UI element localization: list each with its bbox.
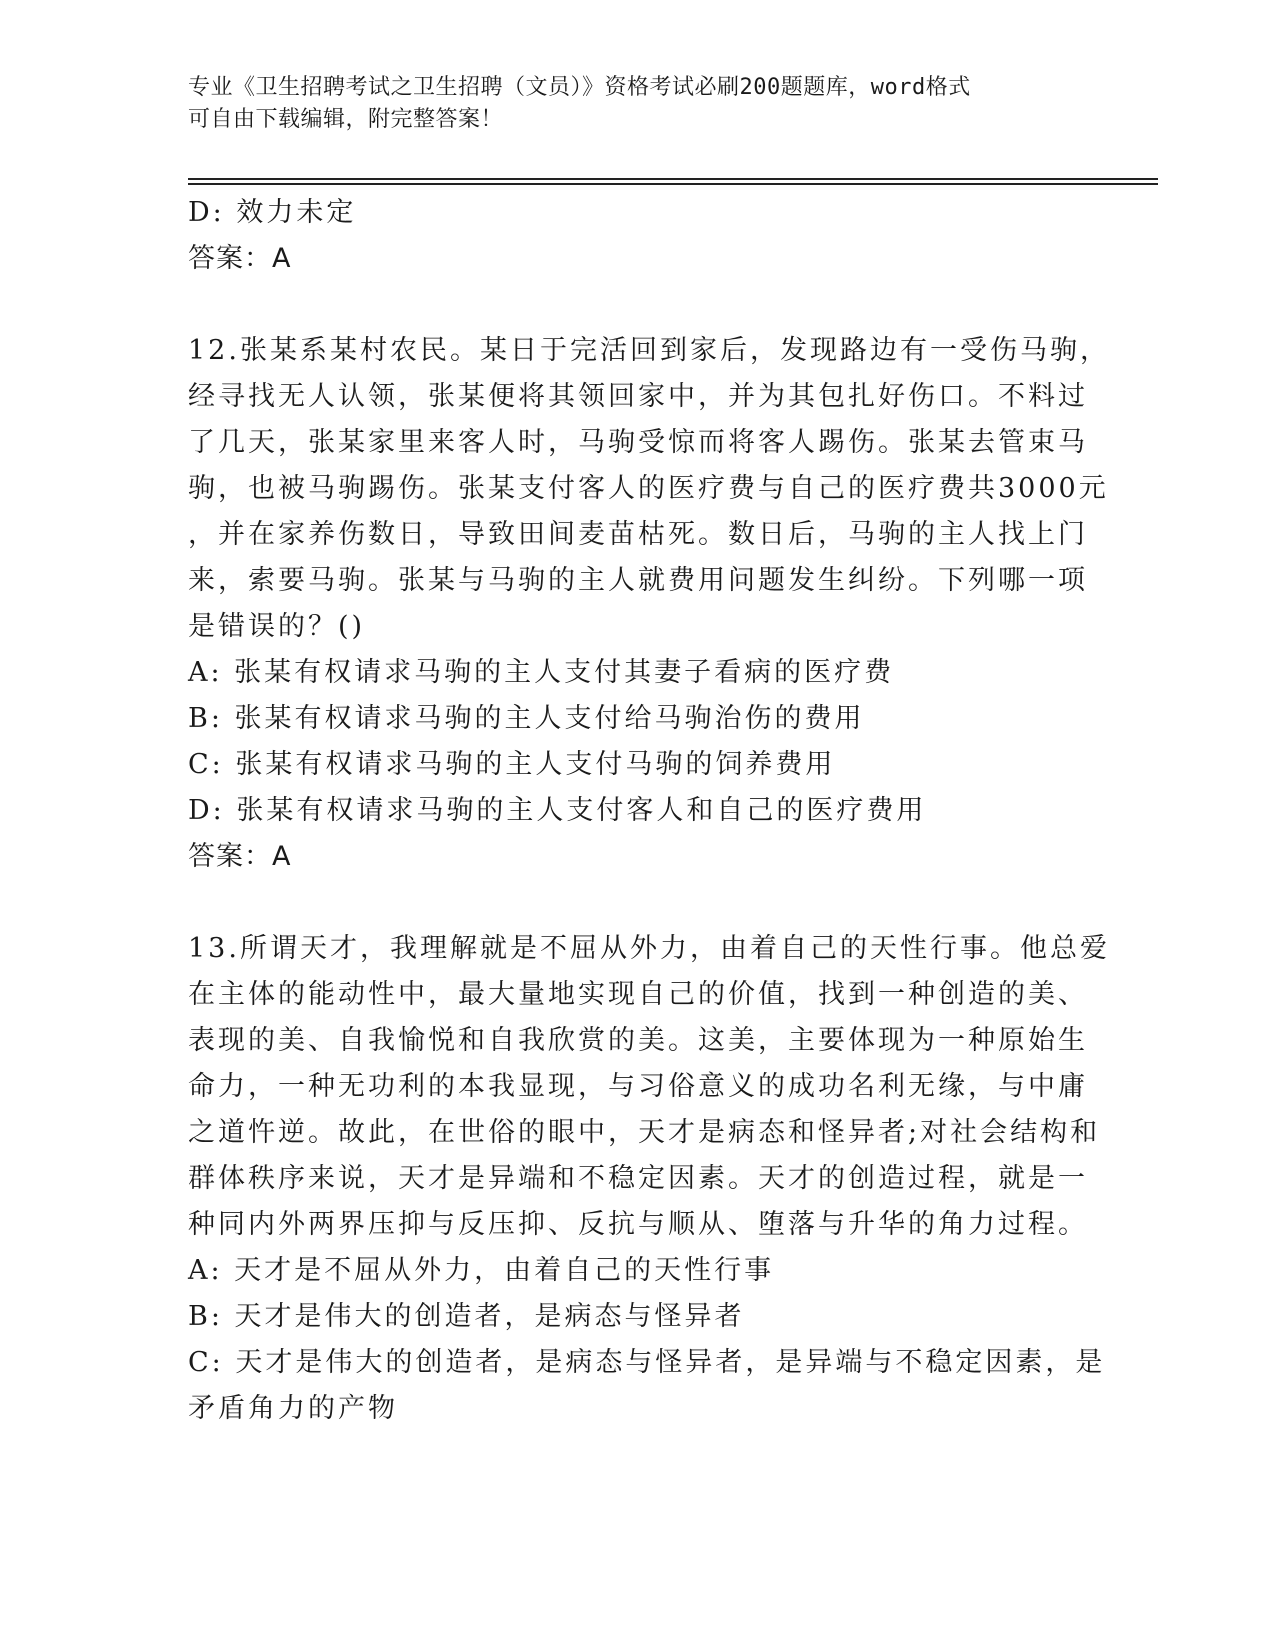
question-text-line: ，并在家养伤数日，导致田间麦苗枯死。数日后，马驹的主人找上门 [188,519,1088,550]
answer-line: 答案：A [188,841,292,872]
question-text-line: 驹，也被马驹踢伤。张某支付客人的医疗费与自己的医疗费共3000元 [188,473,1109,504]
header-divider-top [188,178,1158,180]
header-line-2: 可自由下载编辑，附完整答案！ [188,107,504,132]
question-text-line: 种同内外两界压抑与反压抑、反抗与顺从、堕落与升华的角力过程。 [188,1209,1088,1240]
option-b: B: 张某有权请求马驹的主人支付给马驹治伤的费用 [188,703,865,734]
document-body [188,190,1110,1432]
document-header [188,72,1068,136]
spacer [188,880,1068,926]
question-text-line: 了几天，张某家里来客人时，马驹受惊而将客人踢伤。张某去管束马 [188,427,1088,458]
question-text-line: 命力，一种无功利的本我显现，与习俗意义的成功名利无缘，与中庸 [188,1071,1088,1102]
option-a: A: 张某有权请求马驹的主人支付其妻子看病的医疗费 [188,657,895,688]
previous-question-tail [188,190,1068,282]
header-divider-bottom [188,183,1158,185]
option-b: B: 天才是伟大的创造者，是病态与怪异者 [188,1301,745,1332]
question-text-line: 经寻找无人认领，张某便将其领回家中，并为其包扎好伤口。不料过 [188,381,1088,412]
question-text-line: 13.所谓天才，我理解就是不屈从外力，由着自己的天性行事。他总爱 [188,933,1110,964]
option-d: D: 效力未定 [188,197,357,228]
question-text-line: 12.张某系某村农民。某日于完活回到家后，发现路边有一受伤马驹， [188,335,1110,366]
question-text-line: 之道忤逆。故此，在世俗的眼中，天才是病态和怪异者;对社会结构和 [188,1117,1101,1148]
option-a: A: 天才是不屈从外力，由着自己的天性行事 [188,1255,775,1286]
question-text-line: 是错误的？() [188,611,366,642]
option-c-continued: 矛盾角力的产物 [188,1393,398,1424]
question-text-line: 来，索要马驹。张某与马驹的主人就费用问题发生纠纷。下列哪一项 [188,565,1088,596]
option-d: D: 张某有权请求马驹的主人支付客人和自己的医疗费用 [188,795,927,826]
question-text-line: 表现的美、自我愉悦和自我欣赏的美。这美，主要体现为一种原始生 [188,1025,1088,1056]
option-c: C: 张某有权请求马驹的主人支付马驹的饲养费用 [188,749,836,780]
question-12 [188,328,1110,880]
header-line-1: 专业《卫生招聘考试之卫生招聘（文员）》资格考试必刷200题题库，word格式 [188,75,971,100]
question-13 [188,926,1110,1432]
option-c: C: 天才是伟大的创造者，是病态与怪异者，是异端与不稳定因素，是 [188,1347,1106,1378]
question-text-line: 在主体的能动性中，最大量地实现自己的价值，找到一种创造的美、 [188,979,1088,1010]
spacer [188,282,1068,328]
answer-line: 答案：A [188,243,292,274]
question-text-line: 群体秩序来说，天才是异端和不稳定因素。天才的创造过程，就是一 [188,1163,1088,1194]
